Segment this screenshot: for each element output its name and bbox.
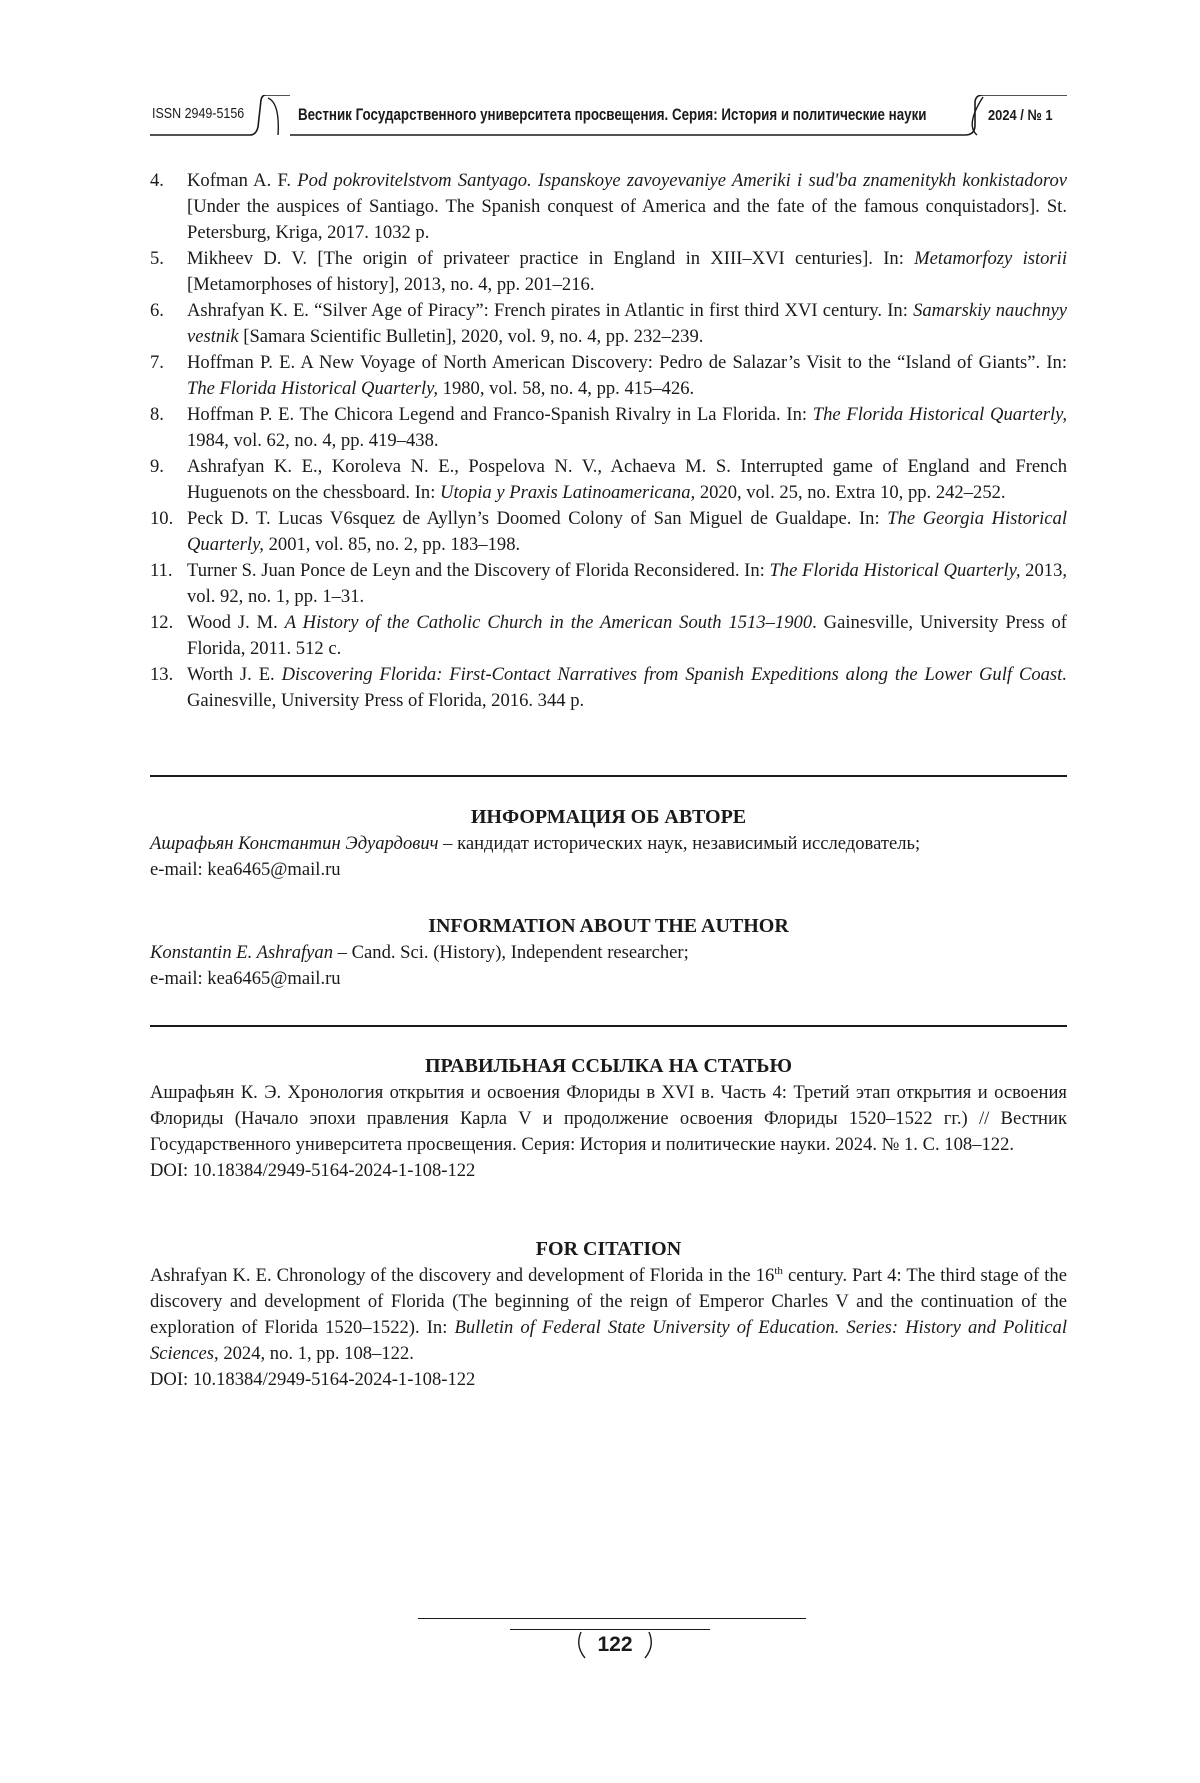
- citation-ru: [150, 1053, 1067, 1184]
- reference-text: 1984, vol. 62, no. 4, pp. 419–438.: [187, 430, 439, 451]
- reference-italic-text: Metamorfozy istorii: [914, 248, 1067, 269]
- reference-item: [150, 610, 1067, 662]
- reference-item: [150, 168, 1067, 246]
- reference-number: 8.: [150, 404, 164, 425]
- reference-text: Gainesville, University Press of Florida, 2016. 344 p.: [187, 690, 585, 711]
- reference-text: Hoffman P. E. A New Voyage of North American Discovery: Pedro de Salazar’s Visit to the “Island of Giants”. In:: [187, 352, 1067, 373]
- author-info-en-title: INFORMATION ABOUT THE AUTHOR: [428, 915, 789, 937]
- reference-number: 4.: [150, 170, 164, 191]
- reference-text: Ashrafyan K. E., Koroleva N. E., Pospelova N. V., Achaeva M. S. Interrupted game of England and French Huguenots on the chessboard. In:: [187, 456, 1067, 503]
- page-number: 122: [597, 1633, 633, 1656]
- issue-label: 2024 / № 1: [988, 107, 1053, 124]
- author-info-ru-text: [150, 831, 1067, 857]
- reference-item: [150, 350, 1067, 402]
- reference-text: Wood J. M.: [187, 612, 285, 633]
- reference-item: [150, 662, 1067, 714]
- running-header: [150, 95, 1067, 140]
- section-divider: [150, 1025, 1067, 1027]
- reference-text: [Under the auspices of Santiago. The Spanish conquest of America and the fate of the famous conquistadors]. St. Petersburg, Kriga, 2017. 1032 p.: [187, 196, 1067, 243]
- reference-italic-text: Discovering Florida: First-Contact Narratives from Spanish Expeditions along the Lower Gulf Coast.: [281, 664, 1067, 685]
- citation-en-sup: th: [774, 1264, 783, 1277]
- author-desc-ru: – кандидат исторических наук, независимый исследователь;: [438, 833, 921, 854]
- reference-text: . Gainesville, University Press of Florida, 2011. 512 c.: [187, 612, 1067, 659]
- reference-number: 9.: [150, 456, 164, 477]
- reference-text: Turner S. Juan Ponce de Leyn and the Discovery of Florida Reconsidered. In:: [187, 560, 770, 581]
- issn-label: ISSN 2949-5156: [152, 106, 245, 122]
- reference-italic-text: Utopia y Praxis Latinoamericana,: [440, 482, 696, 503]
- author-name-en: Konstantin E. Ashrafyan: [150, 942, 334, 963]
- reference-text: 2001, vol. 85, no. 2, pp. 183–198.: [263, 534, 521, 555]
- footer-rule-top: [418, 1618, 806, 1619]
- reference-text: Ashrafyan K. E. “Silver Age of Piracy”: French pirates in Atlantic in first third XVI century. In:: [187, 300, 914, 321]
- reference-number: 13.: [150, 664, 174, 685]
- citation-en-text-c: , 2024, no. 1, pp. 108–122.: [214, 1343, 414, 1364]
- author-info-en-text: [150, 940, 1067, 966]
- citation-en-text-a: Ashrafyan K. E. Chronology of the discovery and development of Florida in the 16: [150, 1265, 775, 1286]
- reference-text: Kofman A. F.: [187, 170, 298, 191]
- author-desc-en: – Cand. Sci. (History), Independent researcher;: [333, 942, 689, 963]
- reference-text: Worth J. E.: [187, 664, 282, 685]
- reference-italic-text: The Georgia Historical Quarterly,: [187, 508, 1067, 555]
- reference-item: [150, 246, 1067, 298]
- reference-text: 2020, vol. 25, no. Extra 10, pp. 242–252.: [695, 482, 1006, 503]
- reference-text: Mikheev D. V. [The origin of privateer practice in England in XIII–XVI centuries]. In:: [187, 248, 915, 269]
- citation-en-text-b: century. Part 4: The third stage of the discovery and development of Florida (The beginning of the reign of Emperor Charles V and the continuation of the exploration of Florida 1520–1522). In:: [150, 1265, 1067, 1338]
- citation-en-text: [150, 1263, 1067, 1367]
- author-email-ru[interactable]: e-mail: kea6465@mail.ru: [150, 859, 341, 880]
- citation-ru-doi[interactable]: DOI: 10.18384/2949-5164-2024-1-108-122: [150, 1160, 476, 1181]
- citation-ru-text: Ашрафьян К. Э. Хронология открытия и освоения Флориды в XVI в. Часть 4: Третий этап открытия и освоения Флориды (Начало эпохи правления Карла V и продолжение освоения Флориды 1520–1522 гг.) // Вестник Государственного университета просвещения. Серия: История и политические науки. 2024. № 1. С. 108–122.: [150, 1082, 1067, 1155]
- citation-ru-title: ПРАВИЛЬНАЯ ССЫЛКА НА СТАТЬЮ: [424, 1055, 793, 1077]
- reference-text: [Samara Scientific Bulletin], 2020, vol. 9, no. 4, pp. 232–239.: [238, 326, 704, 347]
- citation-en-doi[interactable]: DOI: 10.18384/2949-5164-2024-1-108-122: [150, 1369, 476, 1390]
- reference-item: [150, 402, 1067, 454]
- reference-item: [150, 454, 1067, 506]
- reference-item: [150, 558, 1067, 610]
- author-name-ru: Ашрафьян Константин Эдуардович: [150, 833, 439, 854]
- author-info-ru-title: ИНФОРМАЦИЯ ОБ АВТОРЕ: [470, 806, 747, 828]
- reference-number: 10.: [150, 508, 174, 529]
- section-divider: [150, 775, 1067, 777]
- reference-italic-text: A History of the Catholic Church in the American South 1513–1900: [284, 612, 813, 633]
- reference-italic-text: The Florida Historical Quarterly,: [187, 378, 439, 399]
- reference-italic-text: The Florida Historical Quarterly,: [812, 404, 1068, 425]
- reference-item: [150, 298, 1067, 350]
- reference-text: Peck D. T. Lucas V6squez de Ayllyn’s Doomed Colony of San Miguel de Gualdape. In:: [187, 508, 888, 529]
- reference-item: [150, 506, 1067, 558]
- reference-number: 5.: [150, 248, 164, 269]
- reference-italic-text: The Florida Historical Quarterly,: [769, 560, 1021, 581]
- author-email-en[interactable]: e-mail: kea6465@mail.ru: [150, 968, 341, 989]
- reference-text: 1980, vol. 58, no. 4, pp. 415–426.: [438, 378, 695, 399]
- reference-italic-text: Pod pokrovitelstvom Santyago. Ispanskoye zavoyevaniye Ameriki i sud'ba znamenitykh konkistadorov: [297, 170, 1067, 191]
- reference-list: [150, 168, 1067, 714]
- citation-en: [150, 1236, 1067, 1393]
- reference-italic-text: Samarskiy nauchnyy vestnik: [187, 300, 1067, 347]
- reference-number: 12.: [150, 612, 174, 633]
- reference-text: Hoffman P. E. The Chicora Legend and Franco-Spanish Rivalry in La Florida. In:: [187, 404, 813, 425]
- reference-text: 2013, vol. 92, no. 1, pp. 1–31.: [187, 560, 1068, 607]
- citation-en-title: FOR CITATION: [535, 1238, 682, 1260]
- reference-number: 7.: [150, 352, 164, 373]
- reference-number: 6.: [150, 300, 164, 321]
- author-info-en: [150, 913, 1067, 992]
- reference-text: [Metamorphoses of history], 2013, no. 4, pp. 201–216.: [187, 274, 595, 295]
- reference-number: 11.: [150, 560, 173, 581]
- author-info-ru: [150, 804, 1067, 883]
- journal-title: Вестник Государственного университета просвещения. Серия: История и политические науки: [298, 106, 927, 124]
- citation-en-journal: Bulletin of Federal State University of Education. Series: History and Political Sciences: [150, 1317, 1067, 1364]
